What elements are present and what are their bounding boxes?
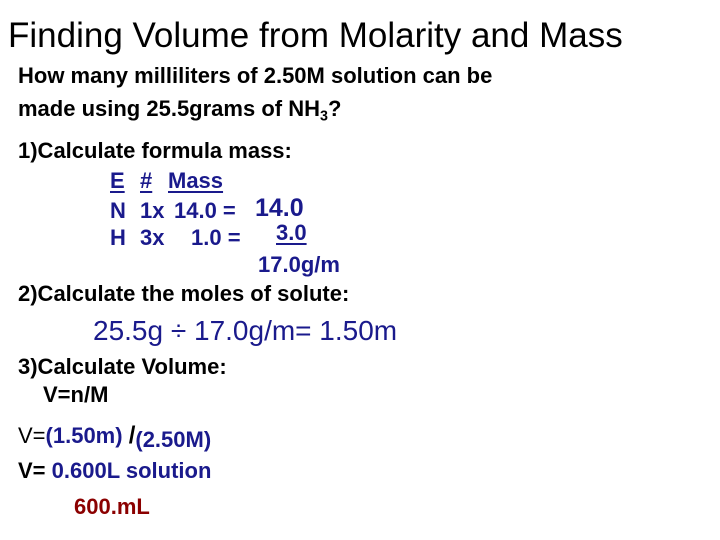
volume-formula: V=n/M xyxy=(43,382,109,407)
row-h-calc: 1.0 = xyxy=(191,225,241,250)
header-count: # xyxy=(140,168,153,193)
page-title: Finding Volume from Molarity and Mass xyxy=(8,16,623,55)
subscript-3: 3 xyxy=(319,108,328,125)
row-n-calc: 14.0 = xyxy=(174,198,236,223)
sub-numerator: (1.50m) xyxy=(45,423,123,448)
sub-denominator: (2.50M) xyxy=(135,427,212,452)
answer-line xyxy=(18,460,211,482)
step2-heading: 2)Calculate the moles of solute: xyxy=(18,281,350,306)
question-line-2 xyxy=(18,96,342,125)
sub-slash: / xyxy=(128,422,136,449)
sub-prefix: V= xyxy=(18,423,46,448)
row-n-element: N xyxy=(110,198,126,223)
row-h-count: 3x xyxy=(140,225,165,250)
answer-liters: 0.600L solution xyxy=(51,458,212,483)
formula-mass-total: 17.0g/m xyxy=(258,252,340,277)
question-line-1: How many milliliters of 2.50M solution can be xyxy=(18,63,493,88)
question-mark: ? xyxy=(327,96,342,121)
row-n-count: 1x xyxy=(140,198,165,223)
moles-calculation: 25.5g ÷ 17.0g/m= 1.50m xyxy=(93,315,398,346)
header-element: E xyxy=(110,168,125,193)
answer-prefix: V= xyxy=(18,458,46,483)
answer-milliliters: 600.mL xyxy=(74,494,150,519)
header-mass: Mass xyxy=(168,168,224,193)
question-text: made using 25.5grams of NH xyxy=(18,96,320,121)
row-n-result: 14.0 xyxy=(255,194,304,222)
row-h-element: H xyxy=(110,225,126,250)
substitution-line xyxy=(18,422,212,452)
step3-heading: 3)Calculate Volume: xyxy=(18,354,227,379)
step1-heading: 1)Calculate formula mass: xyxy=(18,138,292,163)
row-h-result: 3.0 xyxy=(276,220,307,245)
